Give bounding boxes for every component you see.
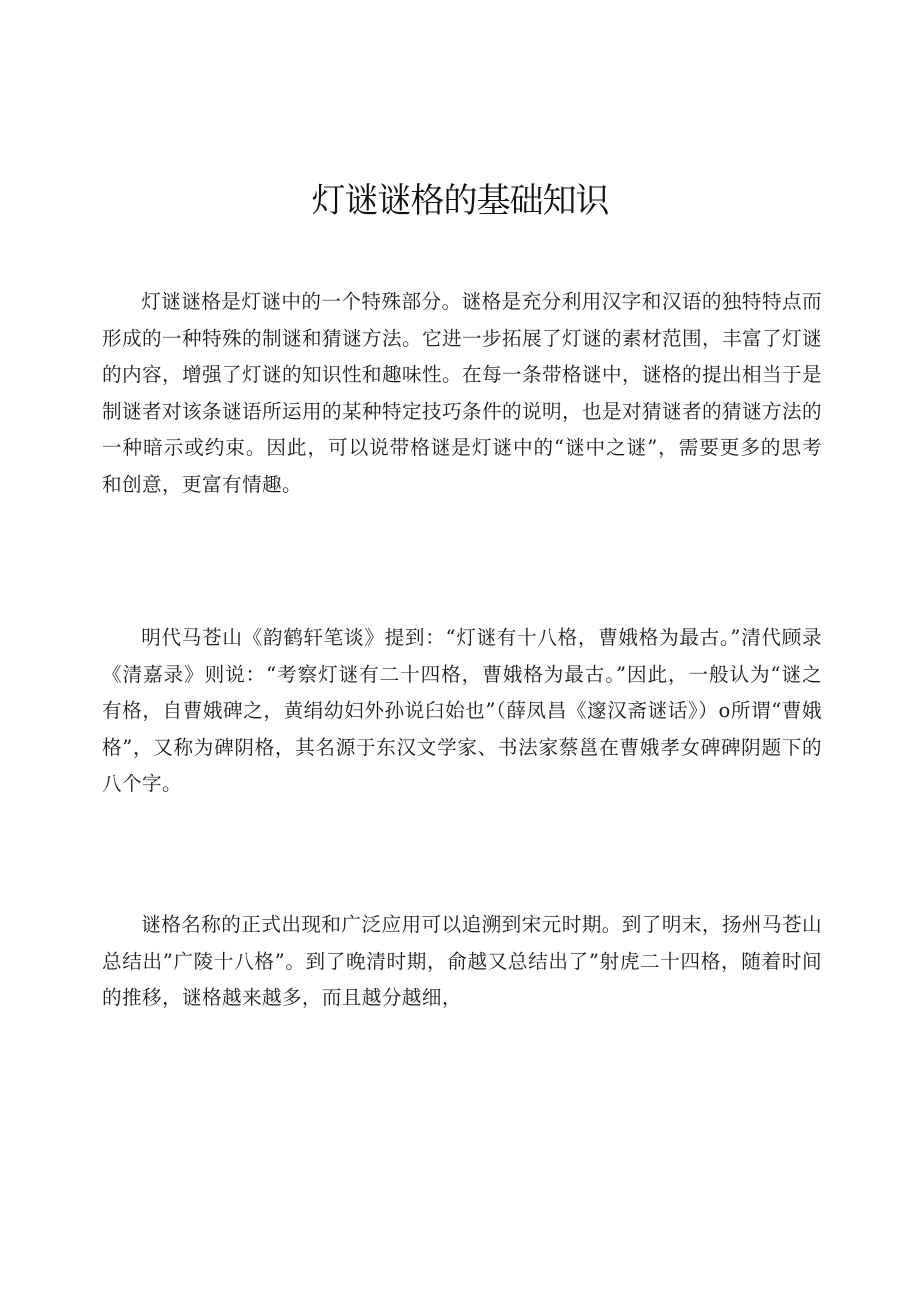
- paragraph-3: 谜格名称的正式出现和广泛应用可以追溯到宋元时期。到了明末，扬州马苍山总结出”广陵十八格”。到了晚清时期，俞越又总结出了”射虎二十四格，随着时间的推移，谜格越来越多，而且越分越细，: [102, 913, 822, 1010]
- document-title: 灯谜谜格的基础知识: [311, 181, 609, 221]
- paragraph-2: 明代马苍山《韵鹤轩笔谈》提到：“灯谜有十八格，曹娥格为最古。”清代顾录《清嘉录》则说：“考察灯谜有二十四格，曹娥格为最古。”因此，一般认为“谜之有格，自曹娥碑之，黄绢幼妇外孙说臼始也”（薛凤昌《邃汉斋谜话》）o所谓“曹娥格”，又称为碑阴格，其名源于东汉文学家、书法家蔡邕在曹娥孝女碑碑阴题下的八个字。: [102, 626, 822, 796]
- paragraph-1: 灯谜谜格是灯谜中的一个特殊部分。谜格是充分利用汉字和汉语的独特特点而形成的一种特殊的制谜和猜谜方法。它进一步拓展了灯谜的素材范围，丰富了灯谜的内容，增强了灯谜的知识性和趣味性。在每一条带格谜中，谜格的提出相当于是制谜者对该条谜语所运用的某种特定技巧条件的说明，也是对猜谜者的猜谜方法的一种暗示或约束。因此，可以说带格谜是灯谜中的“谜中之谜”，需要更多的思考和创意，更富有情趣。: [102, 290, 822, 496]
